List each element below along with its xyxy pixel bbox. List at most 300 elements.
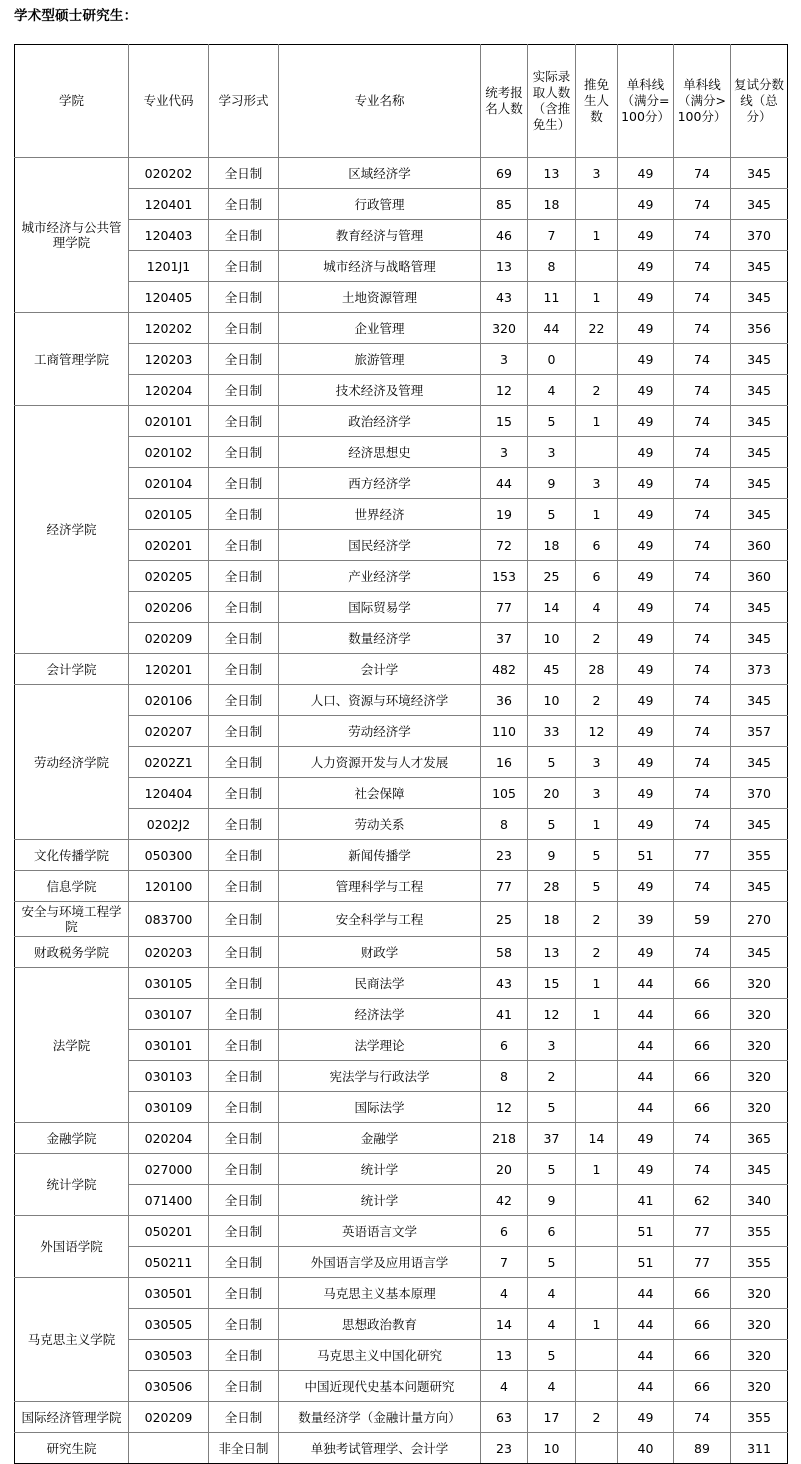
cell-single-line-100: 49 <box>618 344 674 375</box>
cell-single-line-over-100: 74 <box>674 406 731 437</box>
cell-major-name: 金融学 <box>279 1123 481 1154</box>
cell-total-score-line: 355 <box>731 1402 788 1433</box>
cell-major-code: 030503 <box>129 1340 209 1371</box>
cell-total-score-line: 345 <box>731 499 788 530</box>
cell-single-line-over-100: 74 <box>674 344 731 375</box>
cell-major-code: 020104 <box>129 468 209 499</box>
cell-total-score-line: 345 <box>731 375 788 406</box>
cell-major-code: 020101 <box>129 406 209 437</box>
cell-major-name: 经济法学 <box>279 999 481 1030</box>
cell-admitted-count: 5 <box>528 1247 576 1278</box>
cell-admitted-count: 33 <box>528 716 576 747</box>
cell-admitted-count: 5 <box>528 1092 576 1123</box>
cell-exempt-count <box>576 1092 618 1123</box>
cell-college-name: 劳动经济学院 <box>15 685 129 840</box>
cell-applicants-count: 23 <box>481 1433 528 1464</box>
cell-single-line-100: 49 <box>618 189 674 220</box>
cell-admitted-count: 11 <box>528 282 576 313</box>
cell-study-form: 全日制 <box>209 282 279 313</box>
cell-study-form: 全日制 <box>209 406 279 437</box>
cell-study-form: 全日制 <box>209 189 279 220</box>
cell-admitted-count: 4 <box>528 1278 576 1309</box>
cell-applicants-count: 25 <box>481 902 528 937</box>
cell-total-score-line: 355 <box>731 840 788 871</box>
table-row <box>15 313 788 344</box>
cell-applicants-count: 13 <box>481 1340 528 1371</box>
cell-admitted-count: 3 <box>528 437 576 468</box>
cell-major-name: 区域经济学 <box>279 158 481 189</box>
table-row <box>15 1340 788 1371</box>
cell-single-line-over-100: 66 <box>674 1309 731 1340</box>
cell-major-name: 单独考试管理学、会计学 <box>279 1433 481 1464</box>
column-header-totalline: 复试分数线（总分） <box>731 45 788 158</box>
table-row <box>15 716 788 747</box>
table-row <box>15 406 788 437</box>
cell-major-name: 企业管理 <box>279 313 481 344</box>
cell-major-name: 思想政治教育 <box>279 1309 481 1340</box>
cell-study-form: 全日制 <box>209 1154 279 1185</box>
cell-major-name: 人力资源开发与人才发展 <box>279 747 481 778</box>
cell-single-line-over-100: 77 <box>674 1247 731 1278</box>
cell-major-code: 030105 <box>129 968 209 999</box>
cell-major-code: 030501 <box>129 1278 209 1309</box>
table-row <box>15 561 788 592</box>
cell-single-line-100: 41 <box>618 1185 674 1216</box>
cell-study-form: 全日制 <box>209 530 279 561</box>
column-header-line100: 单科线（满分=100分） <box>618 45 674 158</box>
cell-study-form: 全日制 <box>209 158 279 189</box>
cell-single-line-100: 44 <box>618 1030 674 1061</box>
table-row <box>15 871 788 902</box>
cell-major-name: 统计学 <box>279 1185 481 1216</box>
cell-single-line-100: 49 <box>618 499 674 530</box>
cell-single-line-100: 49 <box>618 375 674 406</box>
cell-total-score-line: 345 <box>731 747 788 778</box>
cell-exempt-count: 1 <box>576 968 618 999</box>
cell-college-name: 城市经济与公共管理学院 <box>15 158 129 313</box>
cell-single-line-over-100: 74 <box>674 437 731 468</box>
cell-exempt-count <box>576 1433 618 1464</box>
cell-major-name: 政治经济学 <box>279 406 481 437</box>
cell-major-code: 050211 <box>129 1247 209 1278</box>
table-row <box>15 189 788 220</box>
cell-major-code: 020204 <box>129 1123 209 1154</box>
column-header-lineover100: 单科线（满分>100分） <box>674 45 731 158</box>
cell-total-score-line: 311 <box>731 1433 788 1464</box>
cell-applicants-count: 6 <box>481 1216 528 1247</box>
cell-college-name: 安全与环境工程学院 <box>15 902 129 937</box>
cell-major-name: 数量经济学 <box>279 623 481 654</box>
cell-admitted-count: 4 <box>528 375 576 406</box>
cell-major-code: 050201 <box>129 1216 209 1247</box>
table-row <box>15 937 788 968</box>
column-header-college: 学院 <box>15 45 129 158</box>
cell-total-score-line: 345 <box>731 809 788 840</box>
cell-total-score-line: 365 <box>731 1123 788 1154</box>
table-row <box>15 158 788 189</box>
cell-applicants-count: 320 <box>481 313 528 344</box>
cell-single-line-100: 49 <box>618 406 674 437</box>
cell-major-code: 020209 <box>129 623 209 654</box>
cell-major-code: 020205 <box>129 561 209 592</box>
table-row <box>15 1030 788 1061</box>
cell-study-form: 全日制 <box>209 1371 279 1402</box>
cell-single-line-over-100: 74 <box>674 747 731 778</box>
cell-single-line-over-100: 77 <box>674 1216 731 1247</box>
cell-single-line-100: 49 <box>618 747 674 778</box>
table-row <box>15 778 788 809</box>
cell-major-name: 人口、资源与环境经济学 <box>279 685 481 716</box>
cell-admitted-count: 3 <box>528 1030 576 1061</box>
cell-major-name: 劳动经济学 <box>279 716 481 747</box>
cell-single-line-100: 49 <box>618 937 674 968</box>
cell-total-score-line: 320 <box>731 968 788 999</box>
column-header-major: 专业名称 <box>279 45 481 158</box>
cell-major-name: 西方经济学 <box>279 468 481 499</box>
cell-exempt-count <box>576 1247 618 1278</box>
table-row <box>15 1092 788 1123</box>
cell-major-name: 马克思主义基本原理 <box>279 1278 481 1309</box>
table-row <box>15 1123 788 1154</box>
cell-exempt-count: 14 <box>576 1123 618 1154</box>
cell-admitted-count: 7 <box>528 220 576 251</box>
table-row <box>15 592 788 623</box>
cell-admitted-count: 17 <box>528 1402 576 1433</box>
table-row <box>15 1247 788 1278</box>
cell-total-score-line: 355 <box>731 1247 788 1278</box>
cell-study-form: 全日制 <box>209 902 279 937</box>
cell-major-code: 030103 <box>129 1061 209 1092</box>
cell-total-score-line: 345 <box>731 468 788 499</box>
cell-single-line-100: 49 <box>618 437 674 468</box>
cell-single-line-over-100: 74 <box>674 871 731 902</box>
table-row <box>15 499 788 530</box>
cell-study-form: 全日制 <box>209 592 279 623</box>
cell-college-name: 马克思主义学院 <box>15 1278 129 1402</box>
cell-applicants-count: 153 <box>481 561 528 592</box>
cell-exempt-count: 1 <box>576 282 618 313</box>
cell-exempt-count <box>576 1340 618 1371</box>
cell-single-line-over-100: 74 <box>674 220 731 251</box>
cell-admitted-count: 6 <box>528 1216 576 1247</box>
cell-single-line-over-100: 74 <box>674 592 731 623</box>
table-row <box>15 1309 788 1340</box>
cell-total-score-line: 340 <box>731 1185 788 1216</box>
cell-exempt-count: 2 <box>576 937 618 968</box>
cell-applicants-count: 41 <box>481 999 528 1030</box>
table-row <box>15 468 788 499</box>
cell-admitted-count: 5 <box>528 499 576 530</box>
cell-exempt-count <box>576 1216 618 1247</box>
cell-single-line-over-100: 74 <box>674 1154 731 1185</box>
cell-total-score-line: 360 <box>731 530 788 561</box>
cell-study-form: 全日制 <box>209 251 279 282</box>
cell-applicants-count: 46 <box>481 220 528 251</box>
cell-total-score-line: 320 <box>731 999 788 1030</box>
cell-applicants-count: 218 <box>481 1123 528 1154</box>
cell-exempt-count: 1 <box>576 1154 618 1185</box>
admissions-table-container <box>0 26 801 1464</box>
cell-college-name: 金融学院 <box>15 1123 129 1154</box>
cell-major-code: 120401 <box>129 189 209 220</box>
cell-major-code: 083700 <box>129 902 209 937</box>
cell-applicants-count: 58 <box>481 937 528 968</box>
cell-total-score-line: 370 <box>731 778 788 809</box>
cell-applicants-count: 85 <box>481 189 528 220</box>
cell-applicants-count: 4 <box>481 1278 528 1309</box>
cell-exempt-count: 22 <box>576 313 618 344</box>
cell-admitted-count: 4 <box>528 1371 576 1402</box>
cell-applicants-count: 42 <box>481 1185 528 1216</box>
cell-exempt-count: 2 <box>576 902 618 937</box>
cell-exempt-count: 3 <box>576 747 618 778</box>
cell-major-code: 120204 <box>129 375 209 406</box>
cell-admitted-count: 0 <box>528 344 576 375</box>
cell-single-line-over-100: 74 <box>674 1123 731 1154</box>
cell-exempt-count: 12 <box>576 716 618 747</box>
cell-major-name: 统计学 <box>279 1154 481 1185</box>
table-header <box>15 45 788 158</box>
table-row <box>15 968 788 999</box>
cell-single-line-over-100: 74 <box>674 313 731 344</box>
cell-exempt-count: 2 <box>576 623 618 654</box>
table-row <box>15 840 788 871</box>
column-header-code: 专业代码 <box>129 45 209 158</box>
cell-single-line-100: 44 <box>618 1371 674 1402</box>
cell-major-code <box>129 1433 209 1464</box>
cell-single-line-over-100: 74 <box>674 375 731 406</box>
cell-single-line-over-100: 74 <box>674 189 731 220</box>
table-row <box>15 654 788 685</box>
cell-single-line-100: 44 <box>618 1309 674 1340</box>
cell-applicants-count: 20 <box>481 1154 528 1185</box>
cell-study-form: 全日制 <box>209 778 279 809</box>
table-row <box>15 1154 788 1185</box>
cell-admitted-count: 44 <box>528 313 576 344</box>
cell-study-form: 非全日制 <box>209 1433 279 1464</box>
cell-admitted-count: 25 <box>528 561 576 592</box>
column-header-exempt: 推免生人数 <box>576 45 618 158</box>
cell-total-score-line: 320 <box>731 1278 788 1309</box>
cell-total-score-line: 345 <box>731 937 788 968</box>
cell-major-code: 071400 <box>129 1185 209 1216</box>
cell-admitted-count: 5 <box>528 747 576 778</box>
cell-exempt-count <box>576 1278 618 1309</box>
cell-single-line-100: 49 <box>618 685 674 716</box>
table-row <box>15 1061 788 1092</box>
cell-single-line-100: 49 <box>618 778 674 809</box>
cell-total-score-line: 345 <box>731 871 788 902</box>
cell-admitted-count: 5 <box>528 809 576 840</box>
cell-applicants-count: 482 <box>481 654 528 685</box>
cell-admitted-count: 14 <box>528 592 576 623</box>
table-row <box>15 685 788 716</box>
cell-college-name: 文化传播学院 <box>15 840 129 871</box>
cell-single-line-over-100: 74 <box>674 1402 731 1433</box>
table-row <box>15 902 788 937</box>
cell-single-line-100: 44 <box>618 1061 674 1092</box>
cell-admitted-count: 18 <box>528 530 576 561</box>
cell-major-code: 0202Z1 <box>129 747 209 778</box>
cell-total-score-line: 345 <box>731 437 788 468</box>
cell-admitted-count: 37 <box>528 1123 576 1154</box>
cell-single-line-over-100: 74 <box>674 778 731 809</box>
cell-major-name: 中国近现代史基本问题研究 <box>279 1371 481 1402</box>
cell-study-form: 全日制 <box>209 716 279 747</box>
cell-applicants-count: 13 <box>481 251 528 282</box>
cell-college-name: 财政税务学院 <box>15 937 129 968</box>
cell-major-code: 050300 <box>129 840 209 871</box>
cell-admitted-count: 12 <box>528 999 576 1030</box>
table-row <box>15 1216 788 1247</box>
page-title: 学术型硕士研究生： <box>14 8 138 24</box>
cell-single-line-over-100: 66 <box>674 1092 731 1123</box>
cell-study-form: 全日制 <box>209 999 279 1030</box>
cell-admitted-count: 8 <box>528 251 576 282</box>
cell-single-line-100: 49 <box>618 1123 674 1154</box>
table-row <box>15 1402 788 1433</box>
cell-single-line-100: 44 <box>618 1278 674 1309</box>
cell-single-line-over-100: 74 <box>674 685 731 716</box>
cell-total-score-line: 345 <box>731 623 788 654</box>
cell-total-score-line: 270 <box>731 902 788 937</box>
cell-single-line-over-100: 66 <box>674 968 731 999</box>
cell-applicants-count: 8 <box>481 1061 528 1092</box>
cell-applicants-count: 43 <box>481 282 528 313</box>
cell-study-form: 全日制 <box>209 871 279 902</box>
cell-major-name: 管理科学与工程 <box>279 871 481 902</box>
cell-exempt-count: 1 <box>576 1309 618 1340</box>
cell-college-name: 法学院 <box>15 968 129 1123</box>
cell-single-line-over-100: 66 <box>674 1278 731 1309</box>
cell-study-form: 全日制 <box>209 1340 279 1371</box>
cell-admitted-count: 5 <box>528 1340 576 1371</box>
cell-exempt-count <box>576 344 618 375</box>
table-row <box>15 809 788 840</box>
cell-major-code: 020207 <box>129 716 209 747</box>
cell-admitted-count: 10 <box>528 685 576 716</box>
cell-major-name: 会计学 <box>279 654 481 685</box>
cell-study-form: 全日制 <box>209 1185 279 1216</box>
cell-major-code: 030109 <box>129 1092 209 1123</box>
cell-study-form: 全日制 <box>209 344 279 375</box>
cell-single-line-100: 51 <box>618 1216 674 1247</box>
cell-study-form: 全日制 <box>209 747 279 778</box>
cell-total-score-line: 320 <box>731 1030 788 1061</box>
cell-major-name: 旅游管理 <box>279 344 481 375</box>
cell-college-name: 信息学院 <box>15 871 129 902</box>
cell-college-name: 会计学院 <box>15 654 129 685</box>
cell-major-name: 产业经济学 <box>279 561 481 592</box>
cell-exempt-count <box>576 1185 618 1216</box>
cell-total-score-line: 373 <box>731 654 788 685</box>
cell-major-name: 教育经济与管理 <box>279 220 481 251</box>
cell-major-name: 行政管理 <box>279 189 481 220</box>
cell-applicants-count: 105 <box>481 778 528 809</box>
cell-admitted-count: 9 <box>528 468 576 499</box>
header-row <box>15 45 788 158</box>
cell-admitted-count: 28 <box>528 871 576 902</box>
admissions-table <box>14 44 788 1464</box>
cell-major-name: 外国语言学及应用语言学 <box>279 1247 481 1278</box>
cell-major-code: 020206 <box>129 592 209 623</box>
table-row <box>15 375 788 406</box>
cell-study-form: 全日制 <box>209 1278 279 1309</box>
cell-study-form: 全日制 <box>209 1061 279 1092</box>
cell-study-form: 全日制 <box>209 1030 279 1061</box>
cell-study-form: 全日制 <box>209 468 279 499</box>
cell-major-code: 020203 <box>129 937 209 968</box>
cell-applicants-count: 15 <box>481 406 528 437</box>
cell-major-code: 120100 <box>129 871 209 902</box>
cell-major-name: 国际贸易学 <box>279 592 481 623</box>
cell-single-line-100: 44 <box>618 968 674 999</box>
cell-major-name: 新闻传播学 <box>279 840 481 871</box>
cell-total-score-line: 320 <box>731 1309 788 1340</box>
cell-study-form: 全日制 <box>209 1123 279 1154</box>
cell-exempt-count: 5 <box>576 840 618 871</box>
cell-single-line-100: 49 <box>618 623 674 654</box>
cell-admitted-count: 9 <box>528 840 576 871</box>
cell-major-name: 法学理论 <box>279 1030 481 1061</box>
table-body <box>15 158 788 1464</box>
table-row <box>15 530 788 561</box>
cell-single-line-over-100: 77 <box>674 840 731 871</box>
cell-applicants-count: 110 <box>481 716 528 747</box>
cell-major-code: 020201 <box>129 530 209 561</box>
table-row <box>15 1433 788 1464</box>
cell-applicants-count: 36 <box>481 685 528 716</box>
cell-study-form: 全日制 <box>209 437 279 468</box>
cell-applicants-count: 3 <box>481 437 528 468</box>
cell-total-score-line: 320 <box>731 1340 788 1371</box>
cell-exempt-count <box>576 1030 618 1061</box>
cell-study-form: 全日制 <box>209 685 279 716</box>
cell-major-code: 120404 <box>129 778 209 809</box>
cell-admitted-count: 5 <box>528 406 576 437</box>
cell-single-line-100: 49 <box>618 871 674 902</box>
cell-single-line-over-100: 74 <box>674 530 731 561</box>
cell-study-form: 全日制 <box>209 623 279 654</box>
cell-major-code: 120405 <box>129 282 209 313</box>
cell-applicants-count: 6 <box>481 1030 528 1061</box>
cell-single-line-over-100: 74 <box>674 623 731 654</box>
cell-total-score-line: 345 <box>731 592 788 623</box>
cell-major-name: 民商法学 <box>279 968 481 999</box>
cell-single-line-100: 49 <box>618 468 674 499</box>
cell-admitted-count: 2 <box>528 1061 576 1092</box>
cell-exempt-count: 1 <box>576 499 618 530</box>
cell-major-code: 020106 <box>129 685 209 716</box>
cell-applicants-count: 69 <box>481 158 528 189</box>
cell-study-form: 全日制 <box>209 561 279 592</box>
cell-major-code: 120203 <box>129 344 209 375</box>
cell-study-form: 全日制 <box>209 375 279 406</box>
cell-single-line-100: 49 <box>618 282 674 313</box>
cell-major-code: 030101 <box>129 1030 209 1061</box>
cell-single-line-over-100: 74 <box>674 158 731 189</box>
cell-major-name: 劳动关系 <box>279 809 481 840</box>
cell-single-line-over-100: 74 <box>674 499 731 530</box>
cell-single-line-100: 49 <box>618 158 674 189</box>
cell-single-line-100: 51 <box>618 1247 674 1278</box>
cell-single-line-100: 51 <box>618 840 674 871</box>
cell-applicants-count: 19 <box>481 499 528 530</box>
cell-major-name: 数量经济学（金融计量方向） <box>279 1402 481 1433</box>
cell-single-line-100: 39 <box>618 902 674 937</box>
cell-total-score-line: 320 <box>731 1371 788 1402</box>
cell-admitted-count: 10 <box>528 1433 576 1464</box>
